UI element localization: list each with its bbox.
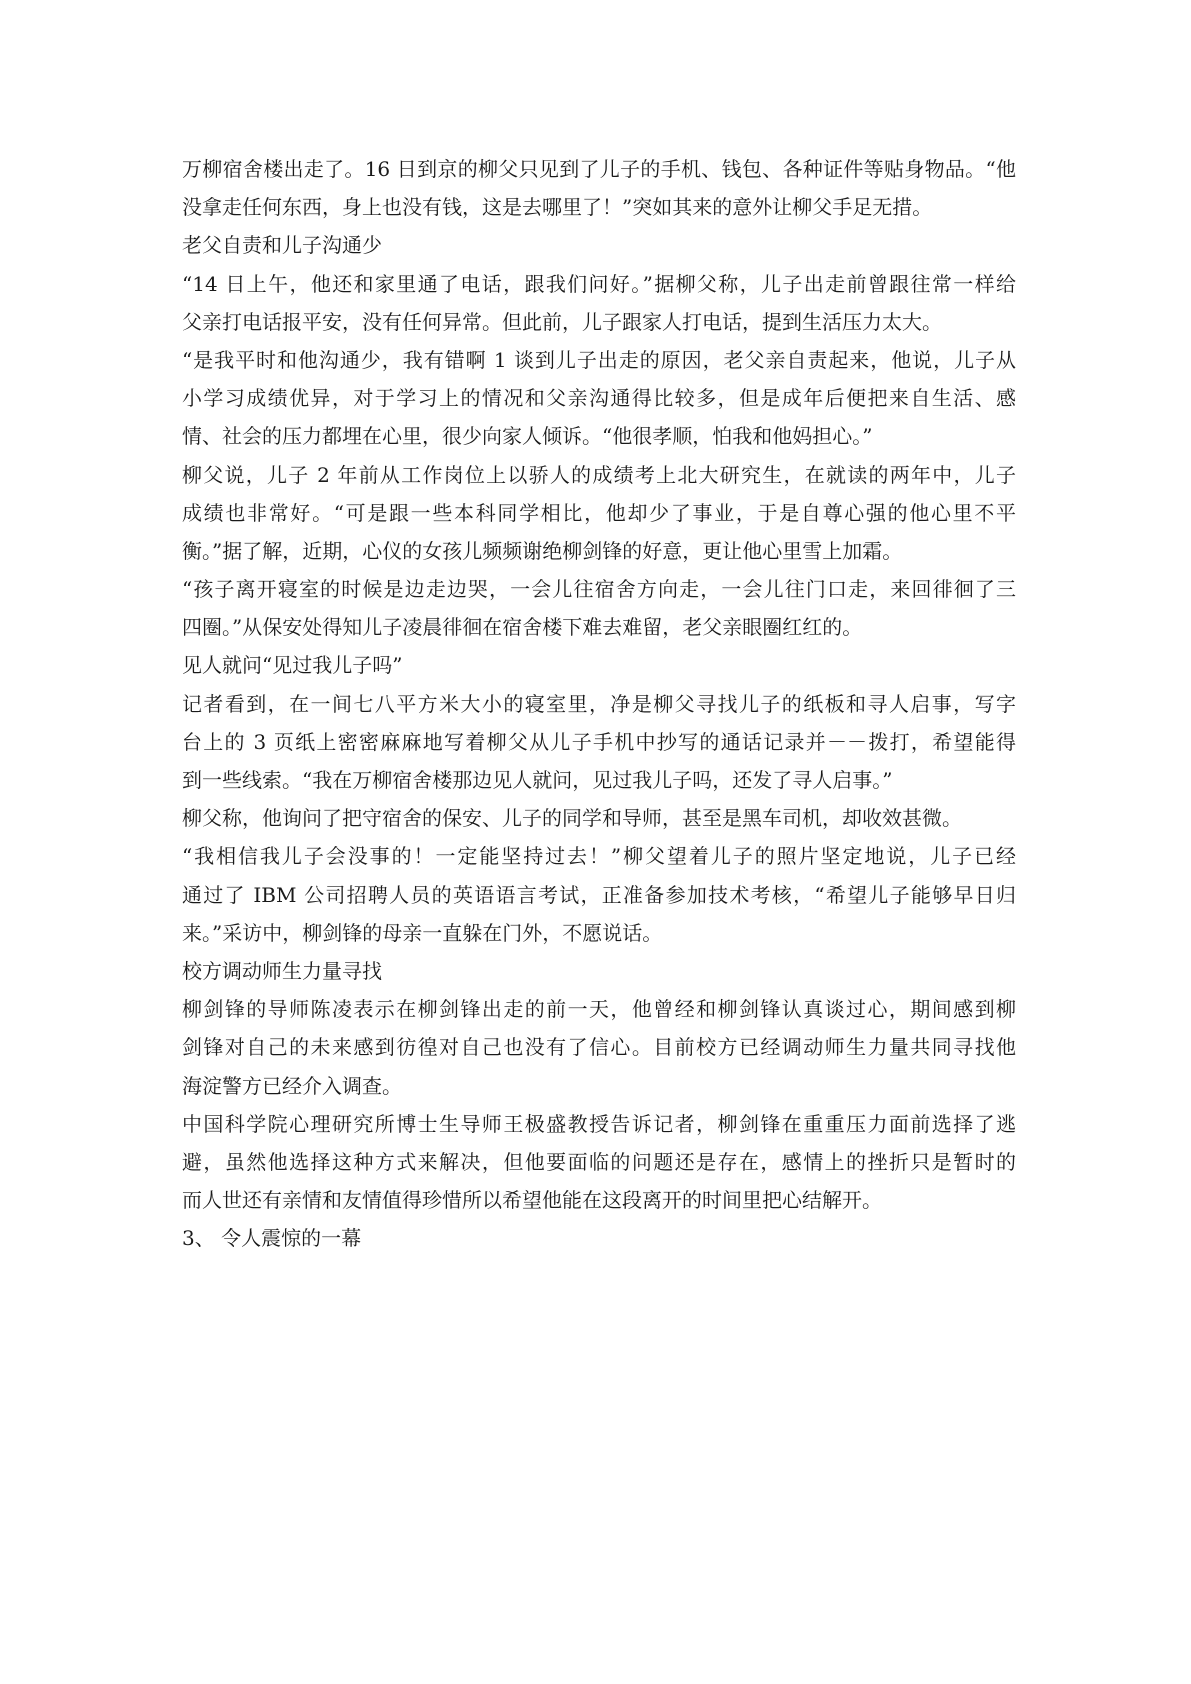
paragraph-last-call (182, 265, 1016, 341)
text-line: 而人世还有亲情和友情值得珍惜所以希望他能在这段离开的时间里把心结解开。 (182, 1188, 882, 1213)
paragraph-psychologist (182, 1105, 1016, 1220)
text-line: 柳父称，他询问了把守宿舍的保安、儿子的同学和导师，甚至是黑车司机，却收效甚微。 (182, 806, 962, 831)
heading-asking-everyone (182, 646, 1016, 684)
text-line: 来。”采访中，柳剑锋的母亲一直躲在门外，不愿说话。 (182, 920, 663, 945)
document-page (182, 150, 1016, 1257)
paragraph-inquiries (182, 799, 1016, 837)
text-line: 没拿走任何东西，身上也没有钱，这是去哪里了！”突如其来的意外让柳父手足无措。 (182, 195, 933, 220)
text-line: “孩子离开寝室的时候是边走边哭，一会儿往宿舍方向走，一会儿往门口走，来回徘徊了三 (182, 577, 1016, 602)
text-line: 避，虽然他选择这种方式来解决，但他要面临的问题还是存在，感情上的挫折只是暂时的 (182, 1149, 1016, 1174)
text-line: 四圈。”从保安处得知儿子凌晨徘徊在宿舍楼下难去难留，老父亲眼圈红红的。 (182, 615, 863, 640)
paragraph-advisor (182, 990, 1016, 1105)
text-line: 成绩也非常好。“可是跟一些本科同学相比，他却少了事业，于是自尊心强的他心里不平 (182, 500, 1016, 525)
text-line: 海淀警方已经介入调查。 (182, 1073, 402, 1098)
text-line: “我相信我儿子会没事的！一定能坚持过去！”柳父望着儿子的照片坚定地说，儿子已经 (182, 844, 1016, 869)
text-line: 柳剑锋的导师陈凌表示在柳剑锋出走的前一天，他曾经和柳剑锋认真谈过心，期间感到柳 (182, 997, 1016, 1022)
paragraph-arrival (182, 150, 1016, 226)
heading-section-3 (182, 1219, 1016, 1257)
text-line: 台上的 3 页纸上密密麻麻地写着柳父从儿子手机中抄写的通话记录并－－拨打，希望能得 (182, 729, 1016, 754)
text-line: 小学习成绩优异，对于学习上的情况和父亲沟通得比较多，但是成年后便把来自生活、感 (182, 386, 1016, 411)
section-heading: 老父自责和儿子沟通少 (182, 233, 382, 258)
text-line: 到一些线索。“我在万柳宿舍楼那边见人就问，见过我儿子吗，还发了寻人启事。” (182, 768, 893, 792)
heading-father-self-blame (182, 226, 1016, 264)
text-line: 柳父说，儿子 2 年前从工作岗位上以骄人的成绩考上北大研究生，在就读的两年中，儿子 (182, 462, 1016, 487)
text-line: 衡。”据了解，近期，心仪的女孩儿频频谢绝柳剑锋的好意，更让他心里雪上加霜。 (182, 538, 903, 563)
text-line: 情、社会的压力都埋在心里，很少向家人倾诉。“他很孝顺，怕我和他妈担心。” (182, 424, 873, 449)
text-line: “14 日上午，他还和家里通了电话，跟我们问好。”据柳父称，儿子出走前曾跟往常一样给 (182, 271, 1016, 296)
paragraph-dorm-room (182, 685, 1016, 800)
paragraph-father-hope (182, 837, 1016, 952)
text-line: 剑锋对自己的未来感到彷徨对自己也没有了信心。目前校方已经调动师生力量共同寻找他 (182, 1035, 1016, 1060)
section-heading: 校方调动师生力量寻找 (182, 958, 382, 983)
text-line: 通过了 IBM 公司招聘人员的英语语言考试，正准备参加技术考核，“希望儿子能够早日归 (182, 882, 1016, 907)
text-line: 万柳宿舍楼出走了。16 日到京的柳父只见到了儿子的手机、钱包、各种证件等贴身物品。“他 (182, 157, 1016, 181)
text-line: 记者看到，在一间七八平方米大小的寝室里，净是柳父寻找儿子的纸板和寻人启事，写字 (182, 691, 1016, 716)
paragraph-father-regret (182, 341, 1016, 456)
heading-school-search (182, 952, 1016, 990)
paragraph-graduate-study (182, 456, 1016, 571)
section-heading: 3、 令人震惊的一幕 (182, 1226, 362, 1251)
text-line: 中国科学院心理研究所博士生导师王极盛教授告诉记者，柳剑锋在重重压力面前选择了逃 (182, 1111, 1016, 1136)
paragraph-leaving-dorm (182, 570, 1016, 646)
section-heading: 见人就问“见过我儿子吗” (182, 653, 403, 678)
text-line: “是我平时和他沟通少，我有错啊 1 谈到儿子出走的原因，老父亲自责起来，他说，儿子从 (182, 347, 1016, 372)
text-line: 父亲打电话报平安，没有任何异常。但此前，儿子跟家人打电话，提到生活压力太大。 (182, 309, 942, 334)
